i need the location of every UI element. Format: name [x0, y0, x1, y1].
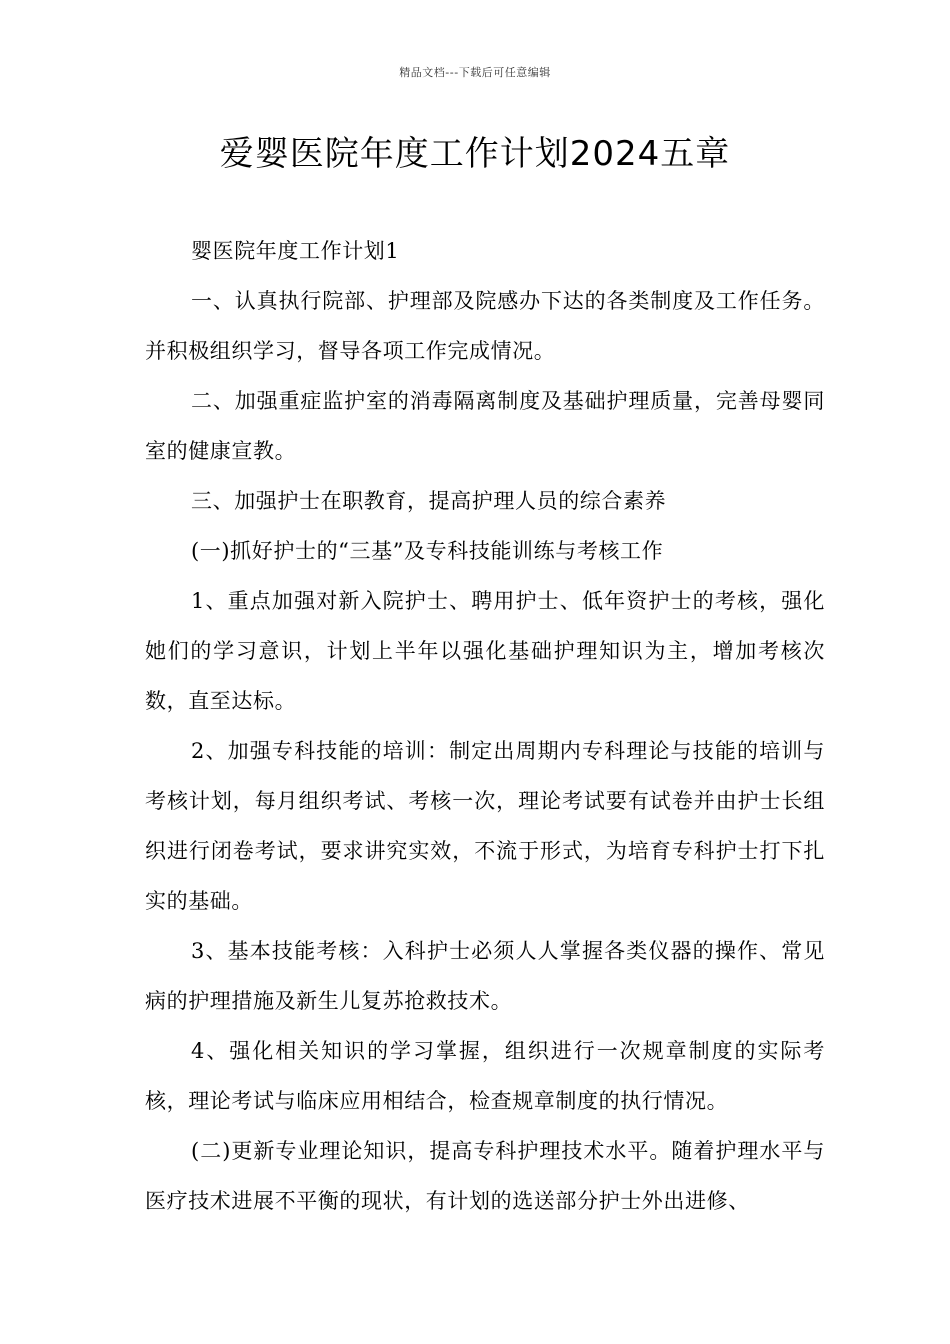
- paragraph-subsection-1: (一)抓好护士的“三基”及专科技能训练与考核工作: [191, 539, 664, 563]
- document-title: 爱婴医院年度工作计划2024五章: [219, 134, 731, 174]
- page-header-note: 精品文档---下载后可任意编辑: [399, 66, 551, 79]
- paragraph-item-2: 二、加强重症监护室的消毒隔离制度及基础护理质量，完善母婴同室的健康宣教。: [145, 389, 825, 463]
- paragraph-plan-heading: 婴医院年度工作计划1: [191, 239, 400, 263]
- paragraph-item-1: 一、认真执行院部、护理部及院感办下达的各类制度及工作任务。并积极组织学习，督导各项工作完成情况。: [145, 289, 825, 363]
- paragraph-point-1: 1、重点加强对新入院护士、聘用护士、低年资护士的考核，强化她们的学习意识，计划上半年以强化基础护理知识为主，增加考核次数，直至达标。: [145, 589, 825, 713]
- paragraph-item-3: 三、加强护士在职教育，提高护理人员的综合素养: [191, 489, 667, 513]
- paragraph-point-3: 3、基本技能考核：入科护士必须人人掌握各类仪器的操作、常见病的护理措施及新生儿复苏抢救技术。: [145, 939, 825, 1013]
- paragraph-subsection-2: (二)更新专业理论知识，提高专科护理技术水平。随着护理水平与医疗技术进展不平衡的现状，有计划的选送部分护士外出进修、: [145, 1139, 825, 1213]
- paragraph-point-4: 4、强化相关知识的学习掌握，组织进行一次规章制度的实际考核，理论考试与临床应用相结合，检查规章制度的执行情况。: [145, 1039, 825, 1113]
- document-body: [145, 226, 825, 1226]
- paragraph-point-2: 2、加强专科技能的培训：制定出周期内专科理论与技能的培训与考核计划，每月组织考试、考核一次，理论考试要有试卷并由护士长组织进行闭卷考试，要求讲究实效，不流于形式，为培育专科护士打下扎实的基础。: [145, 739, 825, 913]
